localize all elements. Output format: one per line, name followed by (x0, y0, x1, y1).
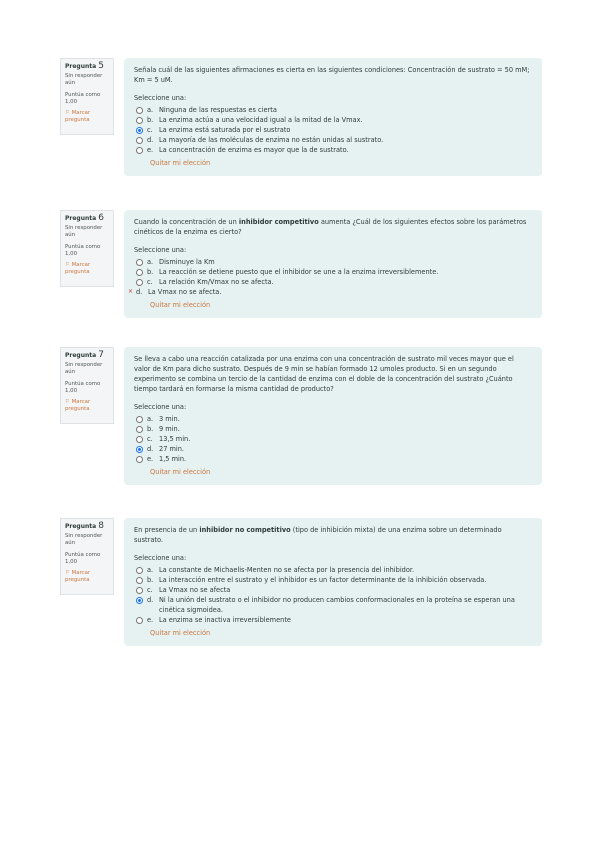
question-label: Pregunta (65, 523, 97, 530)
option-text: 27 min. (159, 445, 185, 453)
option-text: 1,5 min. (159, 455, 187, 463)
radio-button[interactable] (136, 269, 143, 276)
option-letter: c. (147, 435, 153, 443)
option-letter: a. (147, 415, 154, 423)
option-text: La enzima está saturada por el sustrato (159, 126, 291, 134)
clear-choice-link[interactable]: Quitar mi elección (150, 159, 211, 167)
radio-button[interactable] (136, 617, 143, 624)
radio-button-selected[interactable] (136, 597, 143, 604)
flag-label: Marcar pregunta (65, 110, 91, 124)
answer-option[interactable] (136, 595, 532, 615)
question-points: Puntúa como 1,00 (65, 551, 101, 565)
question-text (134, 65, 532, 85)
radio-button[interactable] (136, 137, 143, 144)
question-text (134, 354, 532, 394)
option-letter: c. (147, 126, 153, 134)
option-letter: e. (147, 455, 154, 463)
question-label: Pregunta (65, 63, 97, 70)
question-status: Sin responder aún (65, 533, 103, 547)
radio-button[interactable] (136, 259, 143, 266)
answer-option[interactable] (136, 565, 532, 575)
answer-option[interactable] (136, 145, 532, 155)
radio-button[interactable] (136, 436, 143, 443)
clear-choice-link[interactable]: Quitar mi elección (150, 301, 211, 309)
answer-option[interactable] (136, 135, 532, 145)
answer-option[interactable] (136, 105, 532, 115)
option-text: La Vmax no se afecta (159, 586, 231, 594)
flag-label: Marcar pregunta (65, 570, 91, 584)
answer-option[interactable] (136, 257, 532, 267)
select-prompt: Seleccione una: (134, 403, 187, 411)
option-text: Ni la unión del sustrato o el inhibidor no producen cambios conformacionales en la proteína se esperan una cinética sigmoidea. (159, 596, 515, 614)
option-text: La interacción entre el sustrato y el inhibidor es un factor determinante de la inhibición observada. (159, 576, 487, 584)
answer-option[interactable] (136, 125, 532, 135)
question-text-main: Cuando la concentración de un (134, 218, 239, 226)
question-label: Pregunta (65, 215, 97, 222)
question-content (124, 518, 542, 646)
option-text: La enzima actúa a una velocidad igual a la mitad de la Vmax. (159, 116, 363, 124)
answer-option[interactable] (136, 115, 532, 125)
question-number: 8 (98, 521, 105, 531)
select-prompt: Seleccione una: (134, 94, 187, 102)
question-text-bold: inhibidor competitivo (238, 218, 319, 226)
x-mark-icon: × (128, 288, 134, 295)
option-text: Disminuye la Km (159, 258, 215, 266)
answer-option[interactable] (136, 575, 532, 585)
radio-button[interactable] (136, 567, 143, 574)
question-status: Sin responder aún (65, 73, 103, 87)
option-text: La concentración de enzima es mayor que la de sustrato. (159, 146, 349, 154)
answer-option[interactable] (136, 454, 532, 464)
question-label: Pregunta (65, 352, 97, 359)
flag-icon: ⚐ (65, 570, 70, 577)
question-points: Puntúa como 1,00 (65, 91, 101, 105)
flag-question-link[interactable] (65, 262, 109, 276)
answer-option[interactable] (136, 424, 532, 434)
option-text: La relación Km/Vmax no se afecta. (159, 278, 274, 286)
question-text-bold: inhibidor no competitivo (199, 526, 291, 534)
option-letter: b. (147, 116, 154, 124)
option-letter: b. (147, 425, 154, 433)
answer-option[interactable] (136, 444, 532, 454)
option-text: Ninguna de las respuestas es cierta (159, 106, 277, 114)
question-text-main: En presencia de un (134, 526, 200, 534)
select-prompt: Seleccione una: (134, 246, 187, 254)
question-number: 6 (98, 213, 105, 223)
option-letter: d. (136, 288, 143, 296)
option-letter: c. (147, 278, 153, 286)
option-letter: a. (147, 258, 154, 266)
question-points: Puntúa como 1,00 (65, 380, 101, 394)
question-text-main: Se lleva a cabo una reacción catalizada por una enzima con una concentración de sustrato mil veces mayor que el valor de Km para dicho sustrato. Después de 9 min se habían formado 12 umoles producto. Si en un segundo experimento se combina un tercio de la cantidad de enzima con el doble de la concentración del sustrato ¿Cuánto tiempo tardará en formarse la misma cantidad de producto? (134, 355, 514, 393)
option-text: La Vmax no se afecta. (148, 288, 222, 296)
flag-icon: ⚐ (65, 262, 70, 269)
option-letter: d. (147, 445, 154, 453)
radio-button[interactable] (136, 107, 143, 114)
option-letter: e. (147, 146, 154, 154)
answer-option[interactable] (136, 267, 532, 277)
question-text-main: Señala cuál de las siguientes afirmaciones es cierta en las siguientes condiciones: Concentración de sustrato = 50 mM; Km = 5 uM. (134, 66, 530, 84)
question-info (60, 58, 114, 135)
question-number: 7 (98, 350, 105, 360)
question-status: Sin responder aún (65, 225, 103, 239)
radio-button-selected[interactable] (136, 446, 143, 453)
question-text (134, 217, 532, 237)
flag-label: Marcar pregunta (65, 262, 91, 276)
option-text: 3 min. (159, 415, 180, 423)
option-text: 13,5 min. (159, 435, 191, 443)
question-text-after: (tipo de inhibición mixta) de una enzima sobre un determinado sustrato. (134, 526, 502, 544)
answer-option[interactable] (136, 414, 532, 424)
flag-question-link[interactable] (65, 570, 109, 584)
radio-button[interactable] (136, 577, 143, 584)
radio-button[interactable] (136, 416, 143, 423)
question-content (124, 347, 542, 485)
clear-choice-link[interactable]: Quitar mi elección (150, 468, 211, 476)
question-status: Sin responder aún (65, 362, 103, 376)
flag-question-link[interactable] (65, 110, 109, 124)
radio-button[interactable] (136, 147, 143, 154)
question-info (60, 518, 114, 595)
answer-option[interactable] (136, 585, 532, 595)
question-content (124, 58, 542, 176)
option-text: La constante de Michaelis-Menten no se afecta por la presencia del inhibidor. (159, 566, 415, 574)
answer-option[interactable] (128, 287, 532, 297)
option-text: La reacción se detiene puesto que el inhibidor se une a la enzima irreversiblemente. (159, 268, 439, 276)
option-letter: c. (147, 586, 153, 594)
answer-option[interactable] (136, 434, 532, 444)
radio-button[interactable] (136, 587, 143, 594)
radio-button[interactable] (136, 279, 143, 286)
question-info (60, 347, 114, 424)
option-letter: b. (147, 268, 154, 276)
option-text: La mayoría de las moléculas de enzima no están unidas al sustrato. (159, 136, 384, 144)
flag-icon: ⚐ (65, 399, 70, 406)
select-prompt: Seleccione una: (134, 554, 187, 562)
question-content (124, 210, 542, 318)
radio-button-selected[interactable] (136, 127, 143, 134)
answer-option[interactable] (136, 615, 532, 625)
question-points: Puntúa como 1,00 (65, 243, 101, 257)
option-text: La enzima se inactiva irreversiblemente (159, 616, 291, 624)
question-info (60, 210, 114, 287)
flag-icon: ⚐ (65, 110, 70, 117)
flag-question-link[interactable] (65, 399, 109, 413)
radio-button[interactable] (136, 426, 143, 433)
option-letter: d. (147, 136, 154, 144)
option-letter: e. (147, 616, 154, 624)
option-text: 9 min. (159, 425, 180, 433)
question-text (134, 525, 532, 545)
question-text-after: aumenta ¿Cuál de los siguientes efectos sobre los parámetros cinéticos de la enzima es cierto? (134, 218, 527, 236)
question-number: 5 (98, 61, 105, 71)
radio-button[interactable] (136, 117, 143, 124)
option-letter: a. (147, 566, 154, 574)
option-letter: d. (147, 596, 154, 604)
answer-option[interactable] (136, 277, 532, 287)
option-letter: a. (147, 106, 154, 114)
option-letter: b. (147, 576, 154, 584)
radio-button[interactable] (136, 456, 143, 463)
flag-label: Marcar pregunta (65, 399, 91, 413)
clear-choice-link[interactable]: Quitar mi elección (150, 629, 211, 637)
